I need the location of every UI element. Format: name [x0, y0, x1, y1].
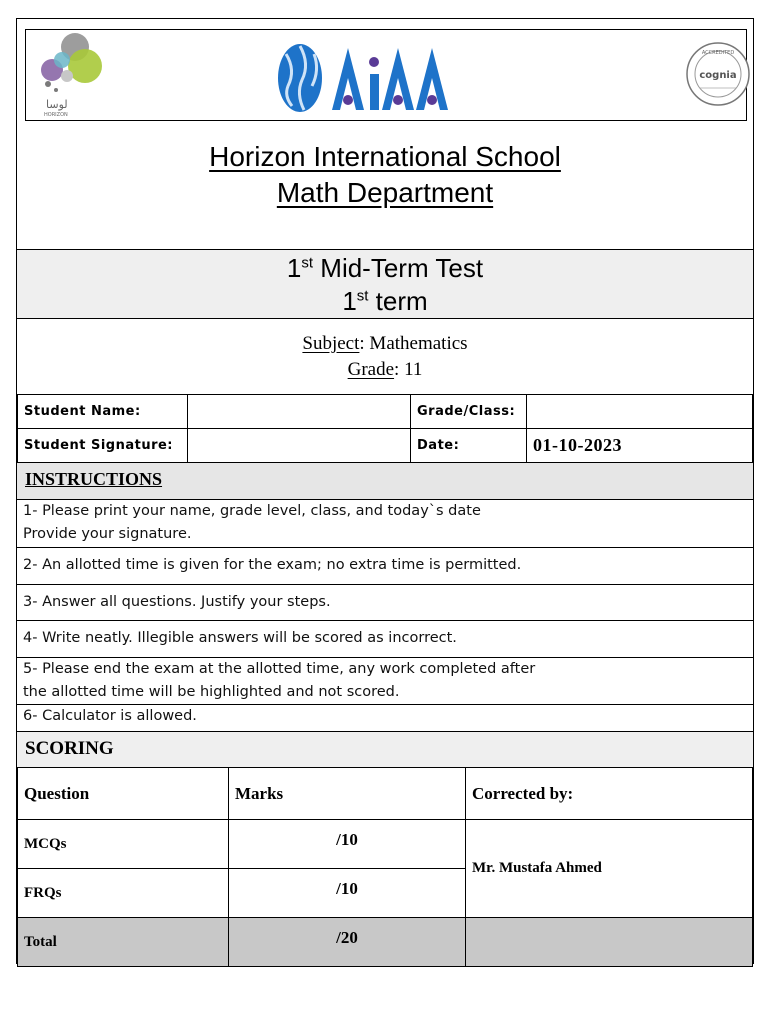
- grade-line: Grade: 11: [347, 359, 423, 380]
- corrected-by-name: Mr. Mustafa Ahmed: [466, 820, 753, 918]
- student-signature-label: Student Signature:: [18, 429, 188, 463]
- table-row: [18, 918, 753, 967]
- date-field[interactable]: 01-10-2023: [527, 429, 753, 463]
- svg-text:cognia: cognia: [699, 70, 737, 81]
- mcqs-label: MCQs: [18, 820, 229, 869]
- exam-cover-page: [16, 18, 754, 964]
- frqs-marks-field[interactable]: /10: [229, 869, 466, 918]
- scoring-table: [17, 767, 753, 967]
- school-heading: [17, 139, 753, 211]
- school-name: Horizon International School: [209, 141, 561, 172]
- frqs-label: FRQs: [18, 869, 229, 918]
- table-row: [18, 820, 753, 869]
- grade-class-field[interactable]: [527, 395, 753, 429]
- subject-line: Subject: Mathematics: [302, 333, 468, 354]
- svg-text:ACCREDITED: ACCREDITED: [701, 50, 735, 56]
- student-name-field[interactable]: [188, 395, 411, 429]
- svg-text:لوسا: لوسا: [46, 98, 68, 111]
- date-label: Date:: [411, 429, 527, 463]
- total-label: Total: [18, 918, 229, 967]
- scoring-heading: SCORING: [17, 731, 753, 768]
- instruction-item: 1- Please print your name, grade level, class, and today`s date Provide your signature.: [17, 499, 753, 547]
- instruction-item: 5- Please end the exam at the allotted time, any work completed after the allotted time will be highlighted and not scored.: [17, 657, 753, 704]
- table-row: [18, 768, 753, 820]
- cognia-accreditation-seal: [686, 40, 752, 110]
- department-name: Math Department: [276, 177, 494, 208]
- term-title: 1st term: [342, 286, 428, 316]
- logo-banner: [25, 29, 747, 121]
- test-title-block: [17, 249, 753, 319]
- student-name-label: Student Name:: [18, 395, 188, 429]
- student-info-table: [17, 394, 753, 463]
- horizon-logo: [38, 32, 108, 118]
- instructions-heading: INSTRUCTIONS: [17, 462, 753, 500]
- aiaa-logo: [274, 40, 454, 116]
- instruction-item: 2- An allotted time is given for the exam; no extra time is permitted.: [17, 547, 753, 584]
- table-row: [18, 395, 753, 429]
- table-row: [18, 429, 753, 463]
- corrected-by-column-header: Corrected by:: [466, 768, 753, 820]
- question-column-header: Question: [18, 768, 229, 820]
- instruction-item: 3- Answer all questions. Justify your steps.: [17, 584, 753, 620]
- subject-block: [17, 318, 753, 394]
- mcqs-marks-field[interactable]: /10: [229, 820, 466, 869]
- instruction-item: 6- Calculator is allowed.: [17, 704, 753, 731]
- total-marks-field[interactable]: /20: [229, 918, 466, 967]
- student-signature-field[interactable]: [188, 429, 411, 463]
- svg-text:HORIZON: HORIZON: [44, 112, 68, 118]
- instruction-item: 4- Write neatly. Illegible answers will be scored as incorrect.: [17, 620, 753, 657]
- test-title: 1st Mid-Term Test: [286, 253, 484, 283]
- grade-class-label: Grade/Class:: [411, 395, 527, 429]
- total-corrected-cell: [466, 918, 753, 967]
- marks-column-header: Marks: [229, 768, 466, 820]
